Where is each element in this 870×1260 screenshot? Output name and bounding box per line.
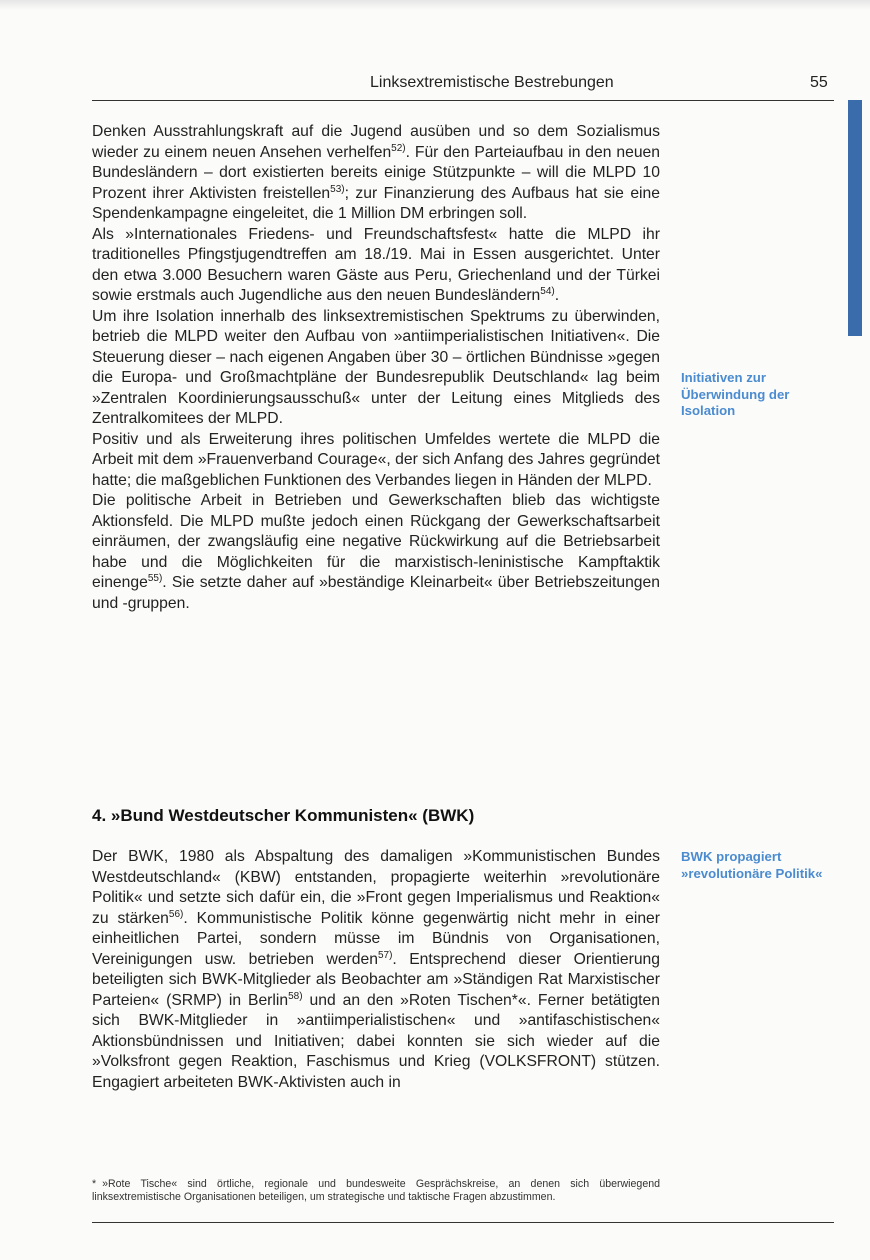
text-run: .: [554, 287, 560, 304]
text-run: Die politische Arbeit in Betrieben und Gewerkschaften blieb das wichtigste Aktionsfeld. Die MLPD mußte jedoch einen Rückgang der Gewerkschaftsarbeit einräumen, der zwangsläufig eine negative Rückwirkung auf die Betriebsarbeit habe und die Möglichkeiten für die marxistisch-leninistische Kampftaktik einenge: [92, 492, 660, 591]
text-run: Als »Internationales Friedens- und Freundschaftsfest« hatte die MLPD ihr traditionelles Pfingstjugendtreffen am 18./19. Mai in Essen ausgerichtet. Unter den etwa 3.000 Besuchern waren Gäste aus Peru, Griechenland und der Türkei sowie erstmals auch Jugendliche aus den neuen Bundesländern: [92, 225, 660, 304]
paragraph: [92, 430, 660, 492]
section-text-column: [92, 847, 660, 1093]
footnote-ref: 55): [147, 572, 163, 584]
text-run: . Entsprechend dieser Orientierung beteiligten sich BWK-Mitglieder als Beobachter am »Ständigen Rat Marxistischer Parteien« (SRMP) in Berlin: [92, 950, 660, 1009]
paragraph: [92, 122, 660, 225]
text-run: Denken Ausstrahlungskraft auf die Jugend ausüben und so dem Sozialismus wieder zu einem neuen Ansehen verhelfen: [92, 123, 660, 161]
margin-note-isolation: Initiativen zur Überwindung der Isolation: [681, 370, 790, 418]
main-text-column: [92, 122, 660, 614]
text-run: . Für den Parteiaufbau in den neuen Bundesländern – dort existierten bereits einige Stützpunkte – will die MLPD 10 Prozent ihrer Aktivisten freistellen: [92, 143, 660, 202]
footnote-ref: 52): [391, 142, 406, 154]
footnote-marker: *: [92, 1178, 97, 1190]
text-run: Positiv und als Erweiterung ihres politischen Umfeldes wertete die MLPD die Arbeit mit dem »Frauenverband Courage«, der sich Anfang des Jahres gegründet hatte; die maßgeblichen Funktionen des Verbandes liegen in Händen der MLPD.: [92, 430, 660, 489]
paragraph: [92, 225, 660, 307]
footnote-text: »Rote Tische« sind örtliche, regionale und bundesweite Gesprächskreise, an denen sich überwiegend linksextremistische Organisationen beteiligen, um strategische und taktische Fragen abzustimmen.: [92, 1178, 660, 1203]
paragraph: [92, 307, 660, 430]
section-heading-bwk: 4. »Bund Westdeutscher Kommunisten« (BWK): [92, 806, 475, 825]
footnote-ref: 56): [168, 908, 184, 920]
footnote-ref: 58): [288, 990, 303, 1002]
text-run: . Kommunistische Politik könne gegenwärtig nicht mehr in einer einheitlichen Partei, sondern müsse im Bündnis von Organisationen, Vereinigungen usw. betrieben werden: [92, 909, 661, 968]
header-rule: [92, 100, 834, 101]
text-run: . Sie setzte daher auf »beständige Kleinarbeit« über Betriebszeitungen und -gruppen.: [92, 574, 660, 612]
footnote-ref: 57): [377, 949, 393, 961]
text-run: Der BWK, 1980 als Abspaltung des damaligen »Kommunistischen Bundes Westdeutschland« (KBW) entstanden, propagierte weiterhin »revolutionäre Politik« und setzte sich dafür ein, die »Front gegen Imperialismus und Reaktion« zu stärken: [92, 848, 660, 927]
margin-note-bwk: BWK propagiert »revolutionäre Politik«: [681, 849, 823, 881]
page-number: 55: [810, 74, 828, 91]
footnote: [92, 1178, 660, 1203]
paragraph: [92, 847, 660, 1093]
text-run: Um ihre Isolation innerhalb des linksextremistischen Spektrums zu überwinden, betrieb die MLPD weiter den Aufbau von »antiimperialistischen Initiativen«. Die Steuerung dieser – nach eigenen Angaben über 30 – örtlichen Bündnisse »gegen die Europa- und Großmachtpläne der Bundesrepublik Deutschland« lag beim »Zentralen Koordinierungsausschuß« unter der Leitung eines Mitglieds des Zentralkomitees der MLPD.: [92, 307, 660, 427]
footnote-ref: 53): [330, 183, 345, 195]
chapter-thumb-tab: [848, 100, 862, 336]
page-top-shadow: [0, 0, 870, 10]
text-run: und an den »Roten Tischen*«. Ferner betätigten sich BWK-Mitglieder in »antiimperialistischen« und »antifaschistischen« Aktionsbündnissen und Initiativen; dabei konnten sie sich wieder auf die »Volksfront gegen Reaktion, Faschismus und Krieg (VOLKSFRONT) stützen. Engagiert arbeiteten BWK-Aktivisten auch in: [92, 991, 660, 1091]
paragraph: [92, 491, 660, 614]
text-run: ; zur Finanzierung des Aufbaus hat sie eine Spendenkampagne eingeleitet, die 1 Million DM erbringen soll.: [92, 184, 660, 222]
running-header-title: Linksextremistische Bestrebungen: [370, 74, 614, 91]
footer-rule: [92, 1222, 834, 1223]
footnote-ref: 54): [540, 285, 555, 297]
